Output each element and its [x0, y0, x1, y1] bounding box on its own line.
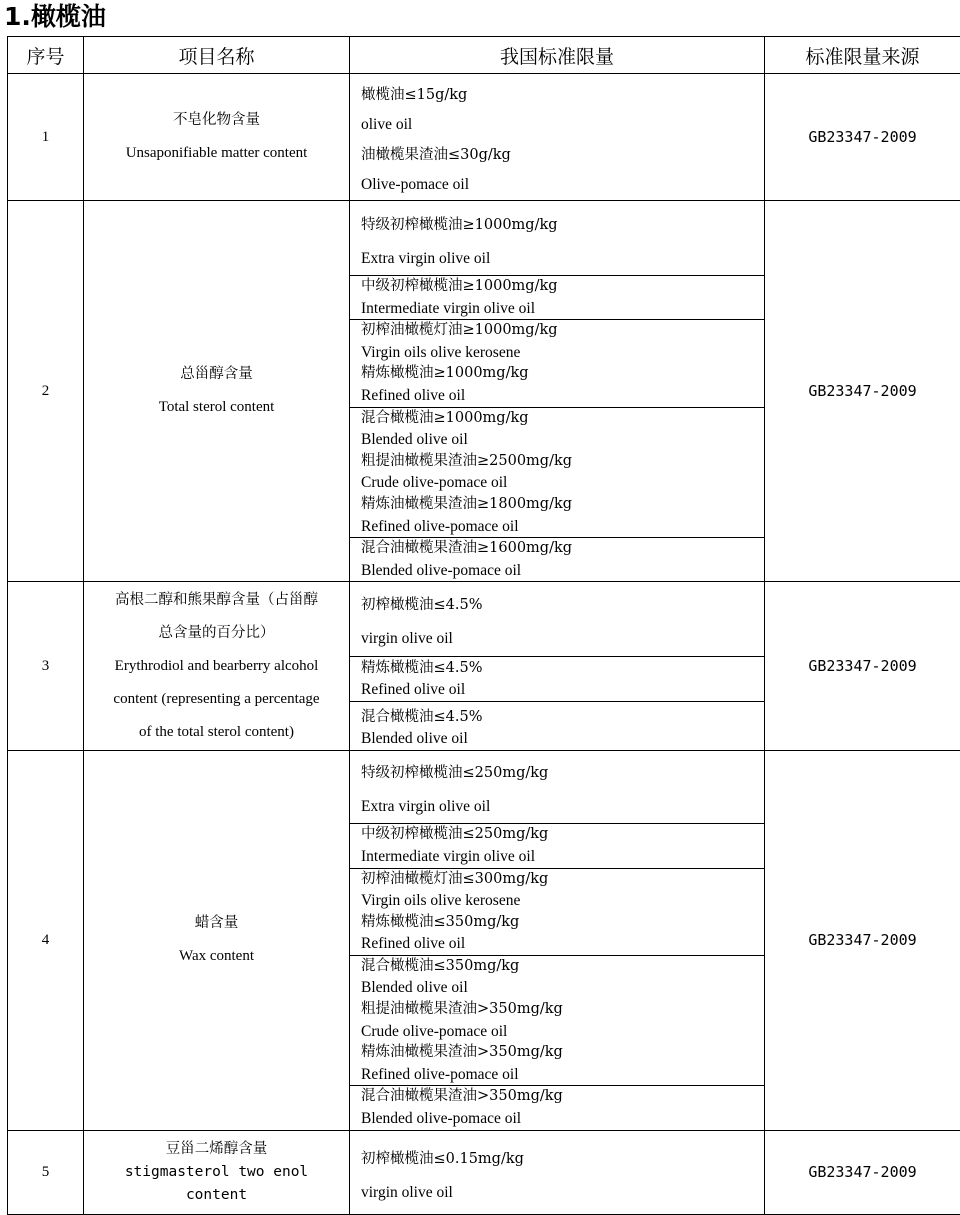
limit-cn: 橄榄油≤15g/kg: [361, 80, 764, 110]
item-name-cn: 总含量的百分比）: [84, 617, 349, 650]
item-name-en: Erythrodiol and bearberry alcohol: [84, 650, 349, 683]
limit-en: Refined olive oil: [361, 385, 764, 407]
limit-en: Refined olive oil: [361, 679, 764, 701]
header-row: [8, 37, 960, 74]
item-name-en: content (representing a percentage: [84, 683, 349, 716]
limit-group: [350, 537, 764, 581]
item-name-cn: 不皂化物含量: [84, 104, 349, 137]
limit-group: [350, 868, 764, 912]
header-national-limit: 我国标准限量: [350, 37, 765, 74]
limit-en: Extra virgin olive oil: [361, 242, 764, 275]
row-index: 5: [8, 1130, 84, 1214]
limit-group: [350, 407, 764, 451]
item-name-cn: 高根二醇和熊果醇含量（占甾醇: [84, 584, 349, 617]
limit-cn: 混合油橄榄果渣油>350mg/kg: [361, 1086, 764, 1108]
item-name-en: content: [84, 1184, 349, 1207]
limit-en: Blended olive-pomace oil: [361, 1108, 764, 1130]
item-name-cn: 蜡含量: [84, 907, 349, 940]
limit-en: Extra virgin olive oil: [361, 790, 764, 823]
limit-cn: 油橄榄果渣油≤30g/kg: [361, 140, 764, 170]
limit-en: Intermediate virgin olive oil: [361, 846, 764, 868]
limit-en: Virgin oils olive kerosene: [361, 342, 764, 364]
limit-cell: [350, 1130, 765, 1214]
limit-en: Blended olive oil: [361, 429, 764, 451]
limit-en: Refined olive-pomace oil: [361, 1064, 764, 1086]
table-row: [8, 1130, 960, 1214]
limit-source: GB23347-2009: [765, 1130, 960, 1214]
item-name-cn: 豆甾二烯醇含量: [84, 1138, 349, 1161]
limit-en: Crude olive-pomace oil: [361, 1021, 764, 1043]
limit-cn: 精炼橄榄油≤4.5%: [361, 657, 764, 679]
limit-en: Virgin oils olive kerosene: [361, 890, 764, 912]
limit-cn: 初榨油橄榄灯油≥1000mg/kg: [361, 320, 764, 342]
limit-cn: 混合油橄榄果渣油≥1600mg/kg: [361, 538, 764, 560]
limit-cn: 精炼油橄榄果渣油≥1800mg/kg: [361, 494, 764, 516]
item-name-cell: [84, 582, 350, 751]
limit-cn: 粗提油橄榄果渣油>350mg/kg: [361, 999, 764, 1021]
table-row: [8, 582, 960, 751]
limit-cn: 混合橄榄油≤350mg/kg: [361, 956, 764, 978]
item-name-cell: [84, 1130, 350, 1214]
item-name-cn: 总甾醇含量: [84, 358, 349, 391]
limit-cn: 初榨橄榄油≤0.15mg/kg: [361, 1143, 764, 1176]
row-index: 2: [8, 201, 84, 582]
limit-cn: 特级初榨橄榄油≥1000mg/kg: [361, 209, 764, 242]
row-index: 1: [8, 74, 84, 201]
limit-cell: [350, 751, 765, 1130]
header-limit-source: 标准限量来源: [765, 37, 960, 74]
item-name-en: Wax content: [84, 940, 349, 973]
limit-en: olive oil: [361, 110, 764, 140]
limit-cn: 粗提油橄榄果渣油≥2500mg/kg: [361, 451, 764, 473]
limit-en: Refined olive oil: [361, 933, 764, 955]
limit-group: [350, 1085, 764, 1129]
item-name-en: Total sterol content: [84, 391, 349, 424]
limit-group: [350, 955, 764, 999]
table-row: [8, 201, 960, 582]
limit-en: virgin olive oil: [361, 622, 764, 656]
header-item-name: 项目名称: [84, 37, 350, 74]
item-name-cell: [84, 201, 350, 582]
limit-cn: 中级初榨橄榄油≥1000mg/kg: [361, 276, 764, 298]
limit-en: Crude olive-pomace oil: [361, 472, 764, 494]
table-row: [8, 751, 960, 1130]
limit-en: Olive-pomace oil: [361, 170, 764, 200]
limit-group: [350, 275, 764, 319]
item-name-cell: [84, 751, 350, 1130]
item-name-cell: [84, 74, 350, 201]
limit-cn: 混合橄榄油≥1000mg/kg: [361, 408, 764, 430]
limit-cn: 初榨油橄榄灯油≤300mg/kg: [361, 869, 764, 891]
limit-group: [350, 319, 764, 363]
limit-source: GB23347-2009: [765, 201, 960, 582]
limit-en: Intermediate virgin olive oil: [361, 298, 764, 320]
limit-cn: 特级初榨橄榄油≤250mg/kg: [361, 757, 764, 790]
limit-en: Blended olive oil: [361, 977, 764, 999]
item-name-en: Unsaponifiable matter content: [84, 137, 349, 170]
limit-source: GB23347-2009: [765, 74, 960, 201]
limit-cn: 精炼橄榄油≥1000mg/kg: [361, 363, 764, 385]
section-title: 1.橄榄油: [4, 0, 106, 34]
limit-en: virgin olive oil: [361, 1176, 764, 1209]
row-index: 4: [8, 751, 84, 1130]
limit-cn: 混合橄榄油≤4.5%: [361, 706, 764, 728]
row-index: 3: [8, 582, 84, 751]
limit-cn: 中级初榨橄榄油≤250mg/kg: [361, 824, 764, 846]
limit-en: Blended olive oil: [361, 728, 764, 750]
limit-cell: [350, 201, 765, 582]
limit-group: [350, 656, 764, 701]
limit-en: Blended olive-pomace oil: [361, 560, 764, 582]
limit-cn: 初榨橄榄油≤4.5%: [361, 588, 764, 622]
table-row: [8, 74, 960, 201]
olive-oil-standards-table: [7, 36, 960, 1215]
limit-group: [350, 823, 764, 867]
limit-cn: 精炼橄榄油≤350mg/kg: [361, 912, 764, 934]
limit-source: GB23347-2009: [765, 582, 960, 751]
limit-en: Refined olive-pomace oil: [361, 516, 764, 538]
limit-cell: [350, 74, 765, 201]
limit-cell: [350, 582, 765, 751]
limit-cn: 精炼油橄榄果渣油>350mg/kg: [361, 1042, 764, 1064]
limit-group: [350, 701, 764, 750]
item-name-en: of the total sterol content): [84, 716, 349, 749]
limit-source: GB23347-2009: [765, 751, 960, 1130]
header-index: 序号: [8, 37, 84, 74]
item-name-en: stigmasterol two enol: [84, 1161, 349, 1184]
